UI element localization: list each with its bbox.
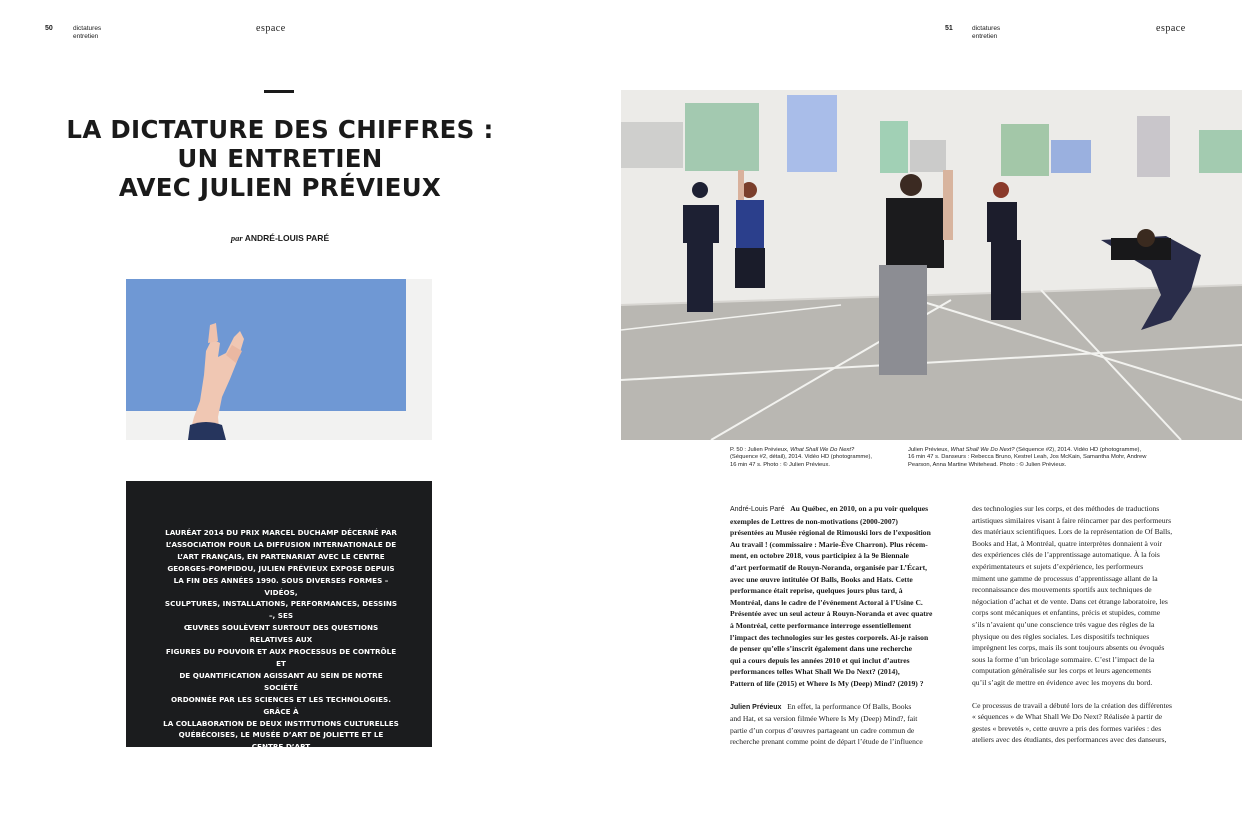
answer-line: des technologies sur les corps, et des méthodes de traductions xyxy=(972,504,1160,513)
answer-line: Books and Hat, à Montréal, quatre interprètes donnaient à voir xyxy=(972,538,1162,548)
byline xyxy=(180,233,380,243)
caption-line: 16 min 47 s. Photo : © Julien Prévieux. xyxy=(730,461,830,468)
performance-illustration xyxy=(621,90,1242,440)
question-line: d’art performatif de Rouyn-Noranda, organisée par L’Écart, xyxy=(730,562,927,572)
answer-line: imprègnent les corps, mais ils sont toujours absents ou évoqués xyxy=(972,643,1165,653)
section-label-left: espace xyxy=(256,23,286,34)
running-head-right xyxy=(972,25,1000,41)
artist-name: Julien Prévieux xyxy=(730,703,782,711)
intro-line: LA FIN DES ANNÉES 1990. SOUS DIVERSES FORMES – VIDÉOS, xyxy=(173,575,389,597)
answer-line: reconnaissance des mouvements sportifs aux techniques de xyxy=(972,585,1152,595)
answer-line: négociation d’achat et de vente. Dans cet étrange laboratoire, les xyxy=(972,596,1168,606)
intro-line: DE QUANTIFICATION AGISSANT AU SEIN DE NOTRE SOCIÉTÉ xyxy=(179,670,383,692)
caption-left-page-photo xyxy=(730,447,890,469)
title-line: UN ENTRETIEN xyxy=(177,144,383,173)
performance-photo xyxy=(621,90,1242,440)
question-line: à Montréal, cette performance interroge essentiellement xyxy=(730,620,912,630)
intro-line: L’ART FRANÇAIS, EN PARTENARIAT AVEC LE CENTRE xyxy=(177,551,385,561)
answer-text: En effet, la performance Of Balls, Books xyxy=(787,701,912,711)
caption-line xyxy=(730,447,890,454)
page-number-right: 51 xyxy=(945,25,953,32)
question-text: Au Québec, en 2010, on a pu voir quelques xyxy=(790,504,929,513)
intro-line: THÈME LE TRAVAIL À L’ÈRE DU CAPITALISME NUMÉRIQUE. xyxy=(165,801,397,811)
article-title xyxy=(40,115,520,202)
answer-line: partie d’un corpus d’œuvres partageant un cadre commun de xyxy=(730,725,915,735)
caption-line: Pearson, Anna Martine Whitehead. Photo : © Julien Prévieux. xyxy=(908,461,1067,468)
intro-line: L’ANNÉE 2021, DES ŒUVRES VIDÉOGRAPHIQUES AYANT POUR xyxy=(169,778,393,799)
body-column-1 xyxy=(730,503,962,759)
intro-line: ŒUVRES SOULÈVENT SURTOUT DES QUESTIONS RELATIVES AUX xyxy=(183,623,379,645)
answer-paragraph xyxy=(730,701,962,748)
intro-line: ORDONNÉE PAR LES SCIENCES ET LES TECHNOLOGIES. GRÂCE À xyxy=(171,694,391,716)
running-head-line: dictatures xyxy=(972,25,1001,32)
intro-box xyxy=(126,481,432,811)
hand-photo xyxy=(126,279,432,440)
intro-text xyxy=(162,527,400,813)
answer-first-line xyxy=(730,702,911,711)
question-paragraph xyxy=(730,503,962,690)
caption-work-title: What Shall We Do Next? xyxy=(950,447,1015,453)
caption-text: (Séquence #2), 2014. Vidéo HD (photogramme), xyxy=(1014,447,1142,453)
answer-paragraph xyxy=(972,700,1204,746)
question-line: avec une œuvre intitulée Of Balls, Books and Hats. Cette xyxy=(730,574,913,584)
caption-work-title: What Shall We Do Next? xyxy=(790,447,855,453)
caption-text: Julien Prévieux, xyxy=(908,447,951,453)
answer-line: and Hat, et sa version filmée Where Is My (Deep) Mind?, fait xyxy=(730,714,918,724)
page-number-left: 50 xyxy=(45,25,53,32)
question-line: présentées au Musée régional de Rimouski lors de l’exposition xyxy=(730,528,931,538)
running-head-line: entretien xyxy=(972,33,998,40)
intro-line: L’ASSOCIATION POUR LA DIFFUSION INTERNATIONALE DE xyxy=(165,539,397,549)
byline-prefix: par xyxy=(230,233,243,243)
caption-right-page-photo xyxy=(908,447,1178,469)
body-column-2 xyxy=(972,503,1204,757)
answer-line: gestes « brevetés », cette œuvre a pris des formes variées : des xyxy=(972,723,1162,733)
answer-line: expérimentateurs et sujets d’expérience, les performeurs xyxy=(972,561,1144,571)
question-line: performances telles What Shall We Do Next? (2014), xyxy=(730,667,900,677)
intro-line: FIGURES DU POUVOIR ET AUX PROCESSUS DE CONTRÔLE ET xyxy=(165,647,397,668)
question-line: exemples de Lettres de non-motivations (2000-2007) xyxy=(730,516,898,526)
intro-line: DIAGONALE (MONTRÉAL), PRÉVIEUX PRÉSENTERA, DURANT xyxy=(178,754,384,776)
answer-line: sous la forme d’un bricolage sommaire. C’est l’impact de la xyxy=(972,654,1155,664)
interviewer-name: André-Louis Paré xyxy=(730,506,785,513)
answer-line: des matériaux scientifiques. Lors de la représentation de Of Balls, xyxy=(972,527,1173,537)
caption-line xyxy=(908,447,1178,454)
caption-line: (Séquence #2, détail), 2014. Vidéo HD (photogramme), xyxy=(730,454,872,461)
running-head-line: entretien xyxy=(73,33,99,40)
answer-line: des expériences clés de l’apprentissage automatique. À la fois xyxy=(972,550,1160,560)
intro-line: LA COLLABORATION DE DEUX INSTITUTIONS CULTURELLES xyxy=(163,718,399,728)
answer-paragraph xyxy=(972,503,1204,689)
answer-line: computation généralisée sur les corps et leurs agencements xyxy=(972,666,1152,676)
answer-line: ateliers avec des étudiants, des performances avec des danseurs, xyxy=(972,735,1167,745)
answer-line: Ce processus de travail a débuté lors de la création des différentes xyxy=(972,700,1172,710)
intro-line: LAURÉAT 2014 DU PRIX MARCEL DUCHAMP DÉCERNÉ PAR xyxy=(165,528,397,537)
answer-line: s’ils n’avaient qu’une conscience très vague des règles de la xyxy=(972,619,1155,629)
answer-line: artistiques similaires visant à faire réincarner par des performeurs xyxy=(972,515,1172,525)
running-head-left xyxy=(73,25,101,41)
caption-line: 16 min 47 s. Danseurs : Rebecca Bruno, Kestrel Leah, Jos McKain, Samantha Mohr, Andrew xyxy=(908,454,1147,461)
question-line: Montréal, dans le cadre de l’événement Actoral à l’Usine C. xyxy=(730,597,923,607)
answer-line: qu’il s’agit de mettre en évidence avec les moyens du bord. xyxy=(972,677,1153,687)
question-line: qui a cours depuis les années 2010 et qui inclut d’autres xyxy=(730,655,910,665)
blue-panel xyxy=(126,279,406,411)
hand-illustration xyxy=(126,279,432,440)
answer-line: physique ou des règles sociales. Les dispositifs techniques xyxy=(972,631,1150,641)
intro-line: QUÉBÉCOISES, LE MUSÉE D’ART DE JOLIETTE ET LE CENTRE D’ART xyxy=(178,730,384,752)
answer-line: miment une gamme de processus d’apprentissage allant de la xyxy=(972,573,1158,583)
running-head-line: dictatures xyxy=(73,25,102,32)
question-first-line xyxy=(730,504,928,513)
title-line: LA DICTATURE DES CHIFFRES : xyxy=(66,115,494,144)
byline-author: ANDRÉ-LOUIS PARÉ xyxy=(244,233,330,243)
intro-line: GEORGES-POMPIDOU, JULIEN PRÉVIEUX EXPOSE DEPUIS xyxy=(167,563,395,573)
answer-line: corps sont mécaniques et enfantins, précis et stupides, comme xyxy=(972,608,1161,618)
question-line: Pattern of life (2015) et Where Is My (Deep) Mind? (2019) ? xyxy=(730,678,924,688)
title-line: AVEC JULIEN PRÉVIEUX xyxy=(118,173,442,202)
question-line: Présentée avec un seul acteur à Rouyn-Noranda et avec quatre xyxy=(730,609,933,619)
question-line: de penser qu’elle s’inscrit également dans une recherche xyxy=(730,644,913,654)
question-line: performance était reprise, quelques jours plus tard, à xyxy=(730,586,903,596)
title-rule xyxy=(264,90,294,93)
question-line: l’impact des technologies sur les gestes corporels. Ai-je raison xyxy=(730,632,929,642)
intro-line: SCULPTURES, INSTALLATIONS, PERFORMANCES, DESSINS –, SES xyxy=(164,599,398,621)
answer-line: recherche prenant comme point de départ l’étude de l’influence xyxy=(730,737,923,747)
question-line: ment, en octobre 2018, vous participiez à la 9e Biennale xyxy=(730,551,909,561)
section-label-right: espace xyxy=(1156,23,1186,34)
question-line: Au travail ! (commissaire : Marie-Ève Charron). Plus récem- xyxy=(730,539,928,549)
caption-text: P. 50 : Julien Prévieux, xyxy=(730,447,791,453)
answer-line: « séquences » de What Shall We Do Next? Réalisée à partir de xyxy=(972,712,1163,722)
